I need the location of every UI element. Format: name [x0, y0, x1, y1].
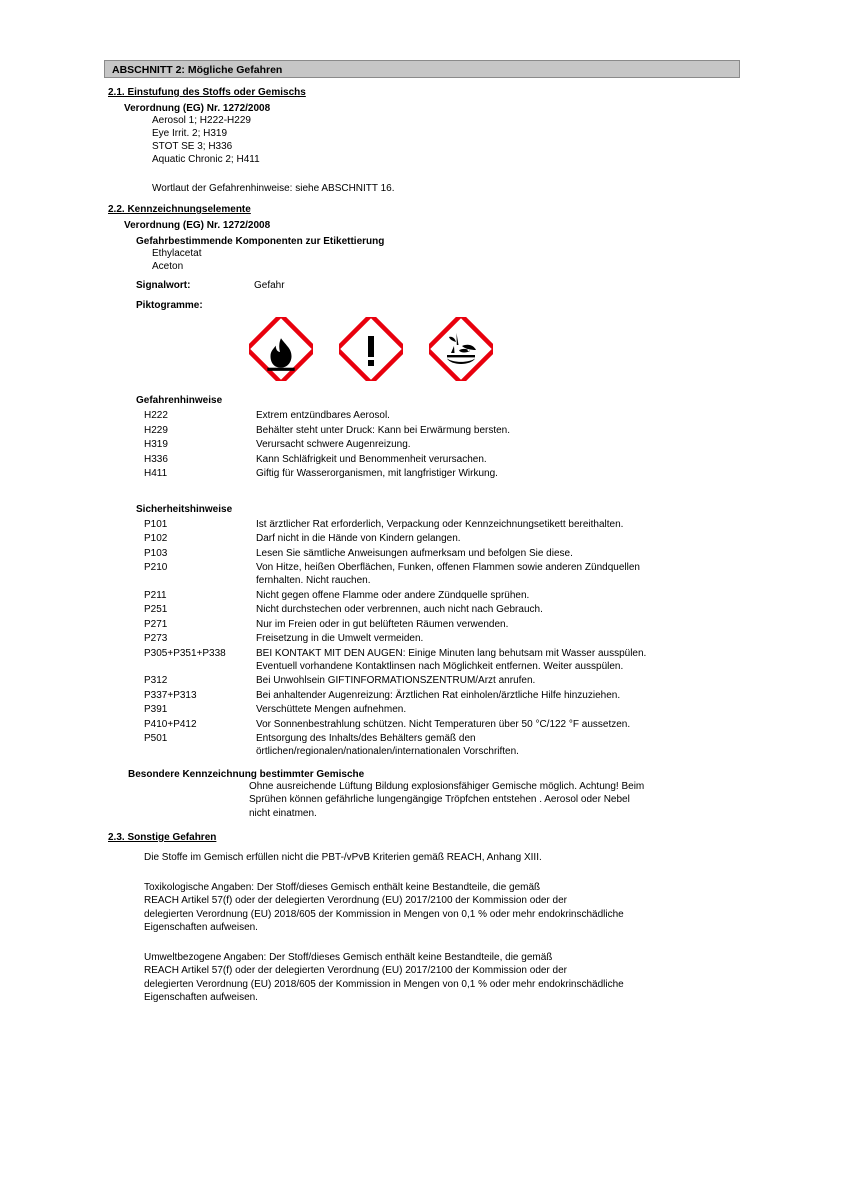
table-row — [144, 618, 736, 633]
precaution-text: Entsorgung des Inhalts/des Behälters gemäß den — [256, 733, 476, 744]
signal-word-label: Signalwort: — [136, 280, 191, 291]
hazard-class-item: Aerosol 1; H222-H229 — [152, 115, 251, 126]
sds-section-2 — [104, 60, 740, 1005]
pictograms-row — [249, 317, 740, 381]
table-row — [144, 718, 736, 733]
table-row — [144, 532, 736, 547]
subsection-2-1-heading: 2.1. Einstufung des Stoffs oder Gemischs — [108, 87, 306, 98]
precaution-code: P210 — [144, 562, 168, 573]
subsection-2-1 — [104, 87, 740, 195]
toxicological-info-block — [144, 881, 704, 935]
precaution-code: P305+P351+P338 — [144, 647, 226, 659]
precaution-text: BEI KONTAKT MIT DEN AUGEN: Einige Minuten lang behutsam mit Wasser ausspülen. — [256, 647, 647, 659]
precaution-text: Nur im Freien oder in gut belüfteten Räumen verwenden. — [256, 618, 509, 630]
toxicological-info-line: REACH Artikel 57(f) oder der delegierten Verordnung (EU) 2017/2100 der Kommission oder der — [144, 895, 567, 906]
hazard-code: H336 — [144, 453, 168, 465]
precaution-code: P337+P313 — [144, 689, 197, 701]
hazard-code: H319 — [144, 439, 168, 450]
hazard-code: H229 — [144, 424, 168, 436]
precaution-text: Vor Sonnenbestrahlung schützen. Nicht Temperaturen über 50 °C/122 °F aussetzen. — [256, 718, 631, 730]
subsection-2-2-heading: 2.2. Kennzeichnungselemente — [108, 204, 251, 215]
ghs07-exclamation-mark-icon — [339, 317, 403, 381]
table-row — [144, 689, 736, 704]
subsection-2-3 — [104, 832, 740, 1005]
table-row — [144, 732, 736, 760]
precaution-text: Von Hitze, heißen Oberflächen, Funken, offenen Flammen sowie anderen Zündquellen — [256, 562, 640, 573]
precautionary-statements-table — [144, 518, 736, 760]
table-row — [144, 603, 736, 618]
table-row — [144, 561, 736, 589]
pbt-vpvb-text: Die Stoffe im Gemisch erfüllen nicht die PBT-/vPvB Kriterien gemäß REACH, Anhang XIII. — [144, 852, 542, 863]
precaution-code: P211 — [144, 589, 167, 601]
precaution-text: Bei Unwohlsein GIFTINFORMATIONSZENTRUM/Arzt anrufen. — [256, 675, 536, 686]
toxicological-info-line: delegierten Verordnung (EU) 2018/605 der Kommission in Mengen von 0,1 % oder mehr endokrinschädliche — [144, 908, 624, 920]
precaution-text: Verschüttete Mengen aufnehmen. — [256, 704, 407, 715]
precaution-code: P271 — [144, 618, 168, 630]
hazard-text: Verursacht schwere Augenreizung. — [256, 439, 411, 450]
ghs09-environment-icon — [429, 317, 493, 381]
precaution-text: Bei anhaltender Augenreizung: Ärztlichen Rat einholen/ärztliche Hilfe hinzuziehen. — [256, 689, 621, 701]
toxicological-info-line: Eigenschaften aufweisen. — [144, 922, 258, 933]
precautionary-statements-heading: Sicherheitshinweise — [136, 503, 233, 515]
hazard-statement-reference-note: Wortlaut der Gefahrenhinweise: siehe ABSCHNITT 16. — [152, 183, 395, 194]
signal-word-row — [136, 280, 740, 291]
table-row — [144, 424, 736, 439]
table-row — [144, 674, 736, 689]
signal-word-value: Gefahr — [254, 280, 285, 291]
precaution-code: P101 — [144, 518, 168, 530]
table-row — [144, 589, 736, 604]
precaution-text-continued: Eventuell vorhandene Kontaktlinsen nach Möglichkeit entfernen. Weiter ausspülen. — [256, 660, 624, 672]
special-labelling-line: Sprühen können gefährliche lungengängige Tröpfchen entstehen . Aerosol oder Nebel — [249, 794, 630, 805]
ghs02-flame-icon — [249, 317, 313, 381]
hazard-text: Extrem entzündbares Aerosol. — [256, 410, 390, 421]
precaution-text: Freisetzung in die Umwelt vermeiden. — [256, 633, 424, 644]
hazard-statements-table — [144, 409, 736, 482]
precaution-code: P251 — [144, 604, 168, 615]
pictograms-label: Piktogramme: — [136, 300, 203, 311]
hazard-code: H411 — [144, 468, 168, 479]
environmental-info-line: Umweltbezogene Angaben: Der Stoff/dieses Gemisch enthält keine Bestandteile, die gemäß — [144, 951, 553, 963]
precaution-code: P102 — [144, 533, 168, 544]
precaution-text-continued: fernhalten. Nicht rauchen. — [256, 575, 371, 586]
table-row — [144, 647, 736, 675]
precaution-code: P410+P412 — [144, 718, 197, 730]
table-row — [144, 453, 736, 468]
special-labelling-line: Ohne ausreichende Lüftung Bildung explosionsfähiger Gemische möglich. Achtung! Beim — [249, 780, 645, 792]
special-labelling-line: nicht einatmen. — [249, 807, 317, 819]
table-row — [144, 518, 736, 533]
environmental-info-line: delegierten Verordnung (EU) 2018/605 der Kommission in Mengen von 0,1 % oder mehr endokrinschädliche — [144, 978, 624, 990]
table-row — [144, 409, 736, 424]
labelling-component-item: Ethylacetat — [152, 248, 202, 259]
environmental-info-line: Eigenschaften aufweisen. — [144, 992, 258, 1003]
labelling-components-heading: Gefahrbestimmende Komponenten zur Etikettierung — [136, 236, 385, 247]
hazard-text: Kann Schläfrigkeit und Benommenheit verursachen. — [256, 453, 487, 465]
hazard-code: H222 — [144, 410, 168, 421]
clp-regulation-label-1: Verordnung (EG) Nr. 1272/2008 — [124, 103, 271, 114]
table-row — [144, 703, 736, 718]
labelling-component-item: Aceton — [152, 261, 184, 272]
hazard-class-item: STOT SE 3; H336 — [152, 141, 233, 152]
table-row — [144, 467, 736, 482]
special-labelling-text — [249, 780, 719, 821]
precaution-code: P312 — [144, 675, 168, 686]
precaution-text: Lesen Sie sämtliche Anweisungen aufmerksam und befolgen Sie diese. — [256, 547, 573, 559]
table-row — [144, 438, 736, 453]
subsection-2-2 — [104, 204, 740, 820]
hazard-class-item: Aquatic Chronic 2; H411 — [152, 154, 260, 165]
precaution-code: P103 — [144, 547, 168, 559]
section-banner: ABSCHNITT 2: Mögliche Gefahren — [104, 60, 740, 78]
precaution-text: Darf nicht in die Hände von Kindern gelangen. — [256, 533, 461, 544]
table-row — [144, 547, 736, 562]
special-labelling-heading: Besondere Kennzeichnung bestimmter Gemische — [128, 768, 365, 780]
hazard-text: Behälter steht unter Druck: Kann bei Erwärmung bersten. — [256, 424, 511, 436]
environmental-info-block — [144, 951, 704, 1005]
table-row — [144, 632, 736, 647]
precaution-text: Ist ärztlicher Rat erforderlich, Verpackung oder Kennzeichnungsetikett bereithalten. — [256, 518, 624, 530]
precaution-code: P273 — [144, 633, 168, 644]
clp-regulation-label-2: Verordnung (EG) Nr. 1272/2008 — [124, 220, 271, 231]
hazard-statements-heading: Gefahrenhinweise — [136, 395, 223, 406]
precaution-code: P391 — [144, 704, 168, 715]
subsection-2-3-heading: 2.3. Sonstige Gefahren — [108, 832, 217, 843]
environmental-info-line: REACH Artikel 57(f) oder der delegierten Verordnung (EU) 2017/2100 der Kommission oder der — [144, 965, 567, 976]
toxicological-info-line: Toxikologische Angaben: Der Stoff/dieses Gemisch enthält keine Bestandteile, die gemäß — [144, 881, 541, 893]
precaution-code: P501 — [144, 733, 168, 744]
precaution-text-continued: örtlichen/regionalen/nationalen/internationalen Vorschriften. — [256, 746, 519, 757]
precaution-text: Nicht durchstechen oder verbrennen, auch nicht nach Gebrauch. — [256, 604, 543, 615]
hazard-class-item: Eye Irrit. 2; H319 — [152, 128, 228, 139]
precaution-text: Nicht gegen offene Flamme oder andere Zündquelle sprühen. — [256, 589, 530, 601]
hazard-text: Giftig für Wasserorganismen, mit langfristiger Wirkung. — [256, 468, 498, 479]
